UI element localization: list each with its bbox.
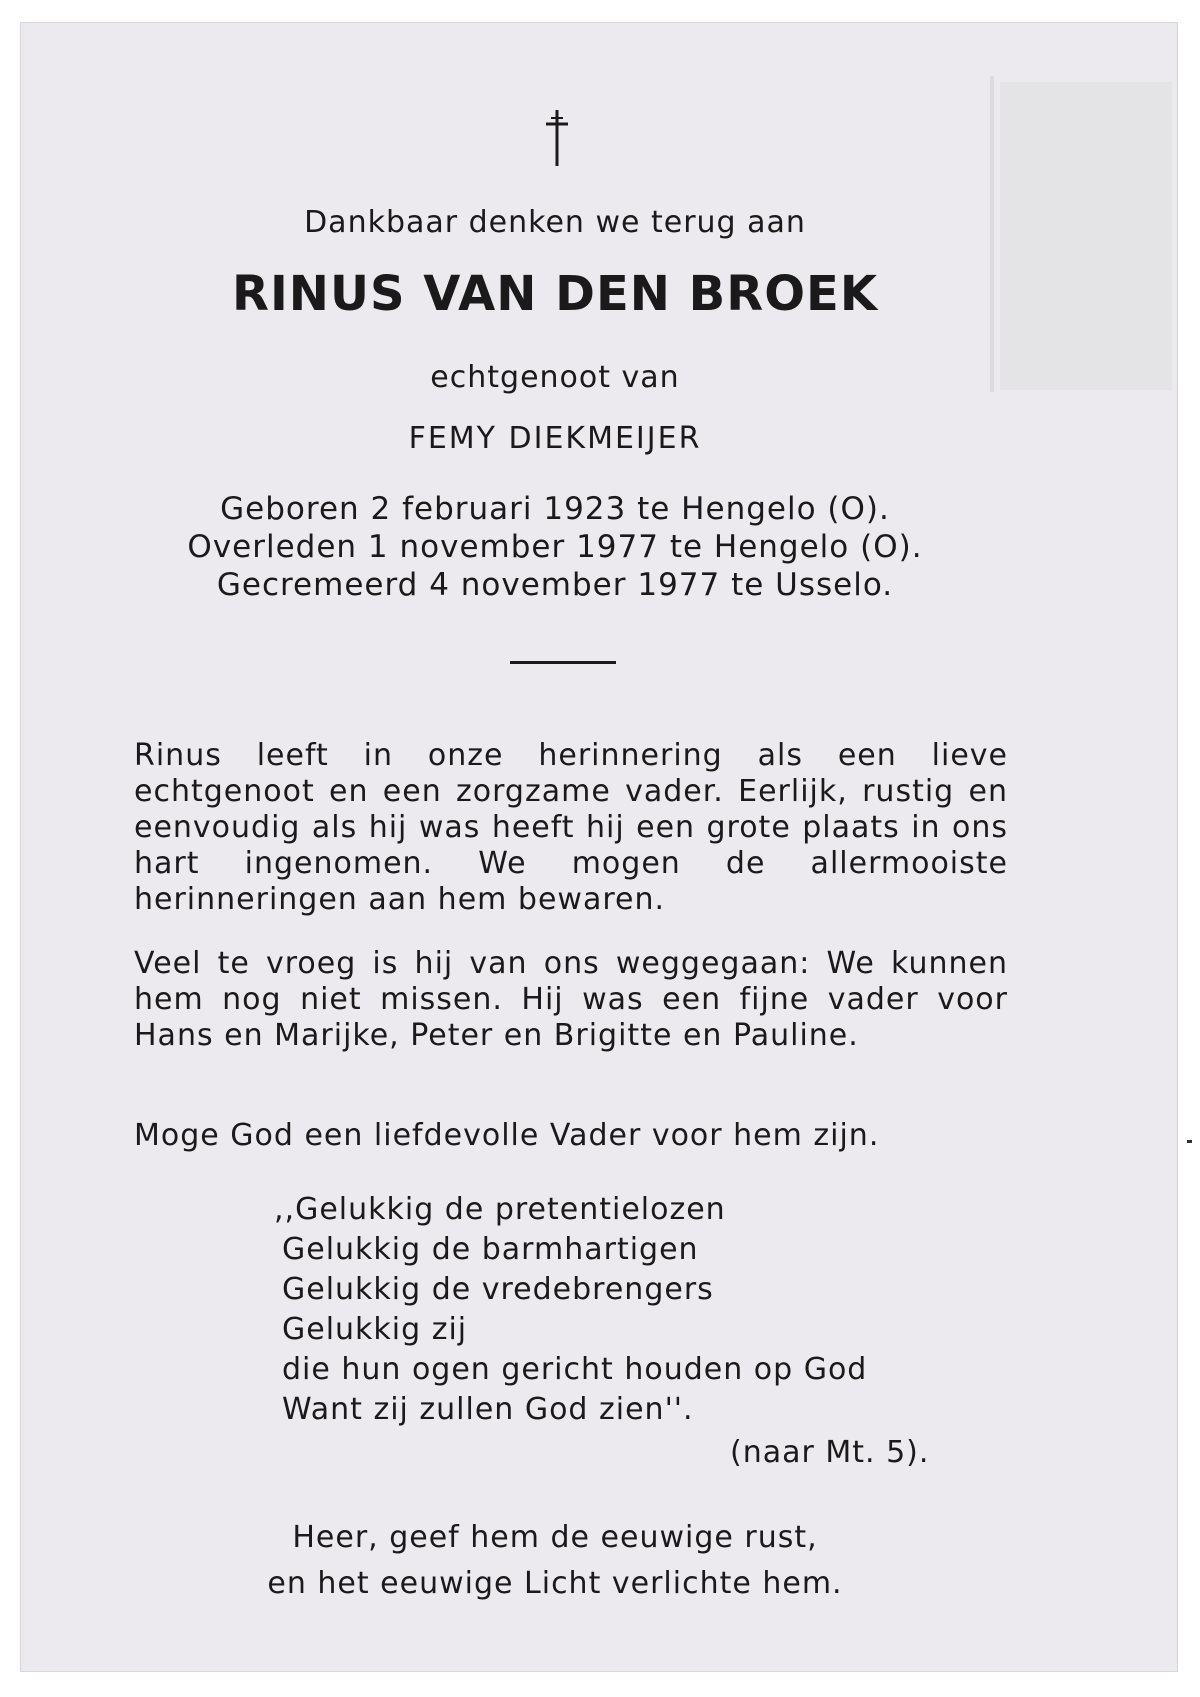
paragraph-blessing: Moge God een liefdevolle Vader voor hem zijn.: [134, 1118, 880, 1153]
edge-mark: [1187, 1140, 1192, 1143]
verse-line: Gelukkig de vredebrengers: [282, 1272, 714, 1307]
verse-line: Gelukkig zij: [282, 1312, 468, 1347]
verse-line: Gelukkig de barmhartigen: [282, 1232, 699, 1267]
divider-line: [510, 661, 616, 664]
cross-icon: [540, 108, 574, 168]
cremation-line: Gecremeerd 4 november 1977 te Usselo.: [216, 567, 894, 603]
verse-line: die hun ogen gericht houden op God: [282, 1352, 868, 1387]
birth-line: Geboren 2 februari 1923 te Hengelo (O).: [220, 491, 890, 527]
verse-block: [274, 1190, 1002, 1430]
spouse-name: FEMY DIEKMEIJER: [408, 421, 702, 456]
prayer-block: [0, 1515, 1110, 1607]
verse-line: ,,Gelukkig de pretentielozen: [274, 1192, 726, 1227]
paragraph-memory: Rinus leeft in onze herinnering als een lieve echtgenoot en een zorgzame vader. Eerlijk, rustig en eenvoudig als hij was heeft hij een grote plaats in ons hart ingenomen. We mogen de allermooiste herinneringen aan hem bewaren.: [134, 738, 1008, 917]
paragraph-family: Veel te vroeg is hij van ons weggegaan: We kunnen hem nog niet missen. Hij was een fijne vader voor Hans en Marijke, Peter en Brigitte en Pauline.: [134, 946, 1008, 1053]
spouse-intro-text: echtgenoot van: [430, 360, 680, 395]
verse-reference: (naar Mt. 5).: [730, 1435, 930, 1470]
dates-block: [0, 490, 1110, 604]
deceased-name: RINUS VAN DEN BROEK: [231, 266, 879, 322]
prayer-line: Heer, geef hem de eeuwige rust,: [292, 1520, 818, 1555]
prayer-line: en het eeuwige Licht verlichte hem.: [267, 1566, 843, 1601]
death-line: Overleden 1 november 1977 te Hengelo (O).: [187, 529, 923, 565]
intro-text: Dankbaar denken we terug aan: [304, 205, 806, 240]
verse-line: Want zij zullen God zien''.: [282, 1392, 694, 1427]
